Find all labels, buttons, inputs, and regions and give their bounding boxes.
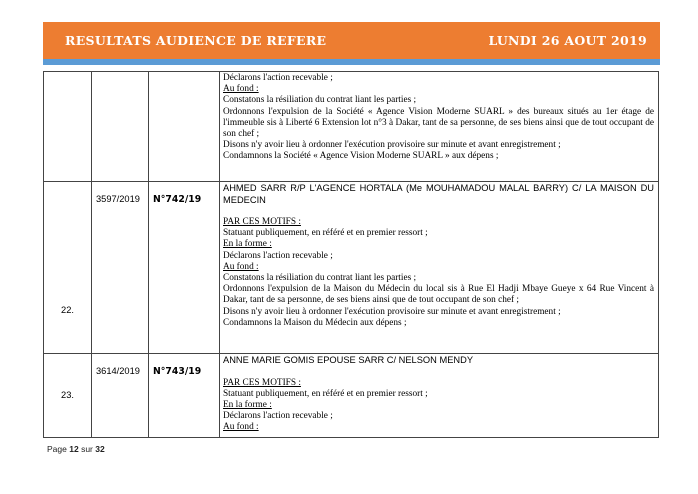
decision-cell [220, 182, 659, 354]
page-separator: sur [81, 444, 93, 454]
section-heading: PAR CES MOTIFS : [223, 377, 301, 388]
decision-line: Constatons la résiliation du contrat liant les parties ; [223, 95, 417, 106]
page-current: 12 [69, 444, 79, 454]
table-row [44, 182, 659, 354]
decision-line: Condamnons la Société « Agence Vision Moderne SUARL » aux dépens ; [223, 151, 499, 162]
page-title: RESULTATS AUDIENCE DE REFERE [65, 33, 327, 48]
rg-number [92, 72, 149, 182]
page-label: Page [47, 444, 67, 454]
decision-line: Déclarons l'action recevable ; [223, 73, 333, 83]
case-number [44, 72, 92, 182]
decision-line: Ordonnons l'expulsion de la Maison du Médecin du local sis à Rue El Hadji Mbaye Gueye x 64 Rue Vincent à Dakar, tant de sa personne, de ses biens ainsi que de tout occupant de son chef ; [223, 284, 654, 306]
decision-cell [220, 72, 659, 182]
parties-text: ANNE MARIE GOMIS EPOUSE SARR C/ NELSON MENDY [223, 355, 474, 365]
page-footer [47, 444, 105, 454]
hearing-date: LUNDI 26 AOUT 2019 [488, 33, 647, 48]
page-total: 32 [95, 444, 105, 454]
decision-cell [220, 354, 659, 438]
decision-line: Constatons la résiliation du contrat liant les parties ; [223, 273, 417, 284]
parties-text: AHMED SARR R/P L'AGENCE HORTALA (Me MOUHAMADOU MALAL BARRY) C/ LA MAISON DU MEDECIN [223, 183, 654, 205]
rg-number: 3614/2019 [92, 354, 149, 438]
header-banner [43, 22, 660, 59]
ordonnance-number: N°743/19 [149, 354, 220, 438]
decision-line: Déclarons l'action recevable ; [223, 250, 333, 261]
decision-line: Statuant publiquement, en référé et en premier ressort ; [223, 228, 428, 239]
section-heading: Au fond : [223, 261, 259, 272]
case-number: 23. [44, 354, 92, 438]
header-stripe [43, 59, 660, 65]
table-row [44, 72, 659, 182]
decision-line: Disons n'y avoir lieu à ordonner l'exécution provisoire sur minute et avant enregistrement ; [223, 140, 561, 151]
results-table [43, 71, 659, 438]
spacer [223, 367, 654, 378]
decision-line: Disons n'y avoir lieu à ordonner l'exécution provisoire sur minute et avant enregistrement ; [223, 306, 561, 317]
decision-line: Statuant publiquement, en référé et en premier ressort ; [223, 388, 428, 399]
section-heading: PAR CES MOTIFS : [223, 217, 301, 227]
ordonnance-number: N°742/19 [149, 182, 220, 354]
spacer [223, 206, 654, 217]
section-heading: En la forme : [223, 399, 272, 410]
section-heading: En la forme : [223, 239, 272, 250]
ordonnance-number [149, 72, 220, 182]
decision-line: Ordonnons l'expulsion de la Société « Agence Vision Moderne SUARL » des bureaux situés au 1er étage de l'immeuble sis à Liberté 6 Extension lot n°3 à Dakar, tant de sa personne, de ses biens ainsi que de tout occupant de son chef ; [223, 106, 654, 140]
decision-line: Condamnons la Maison du Médecin aux dépens ; [223, 317, 407, 328]
rg-number: 3597/2019 [92, 182, 149, 354]
section-heading: Au fond : [223, 84, 259, 95]
case-number: 22. [44, 182, 92, 354]
decision-line: Déclarons l'action recevable ; [223, 411, 333, 422]
table-row [44, 354, 659, 438]
section-heading: Au fond : [223, 422, 259, 433]
